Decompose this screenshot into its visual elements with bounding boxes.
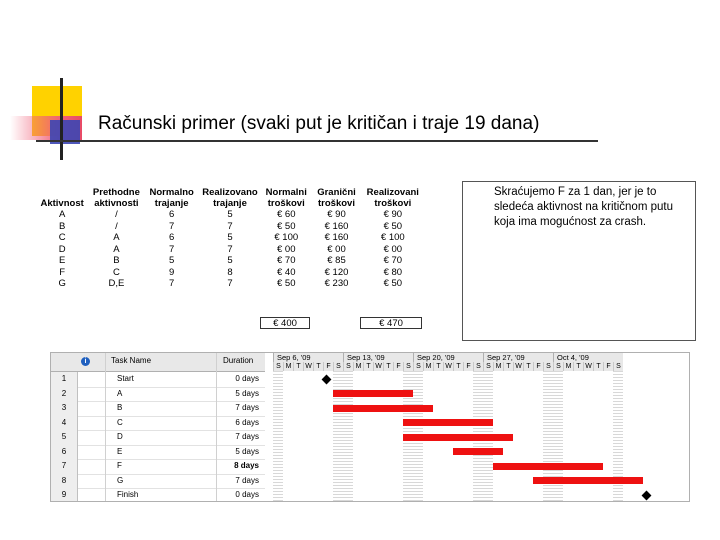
day-header: S: [403, 362, 413, 371]
task-name: C: [117, 417, 123, 427]
table-cell: G: [58, 278, 66, 290]
table-cell: D,E: [108, 278, 125, 290]
table-cell: € 90: [383, 209, 403, 221]
table-cell: € 50: [383, 278, 403, 290]
day-header: M: [493, 362, 503, 371]
day-header: W: [373, 362, 383, 371]
table-cell: € 00: [383, 243, 403, 255]
table-cell: B: [58, 220, 66, 232]
table-cell: 7: [169, 278, 175, 290]
day-header: F: [463, 362, 473, 371]
day-header: W: [443, 362, 453, 371]
task-name: F: [117, 461, 122, 470]
table-cell: € 100: [380, 232, 405, 244]
table-cell: € 90: [327, 209, 346, 221]
table-cell: € 100: [274, 232, 299, 244]
table-cell: /: [115, 209, 118, 221]
task-name: A: [117, 388, 123, 398]
table-cell: € 40: [277, 266, 296, 278]
gantt-row[interactable]: [51, 387, 265, 403]
task-bar[interactable]: [493, 463, 603, 470]
table-cell: € 50: [277, 220, 296, 232]
gantt-chart: [50, 352, 690, 502]
table-cell: 9: [169, 266, 175, 278]
task-duration: 8 days: [234, 461, 259, 470]
gantt-row[interactable]: [51, 430, 265, 446]
table-cell: B: [113, 255, 120, 267]
task-duration: 7 days: [235, 432, 259, 441]
table-cell: A: [113, 243, 120, 255]
logo-vertical-line: [60, 78, 63, 160]
table-cell: F: [59, 266, 66, 278]
row-id: 3: [51, 401, 78, 416]
table-cell: € 85: [327, 255, 346, 267]
gantt-row[interactable]: [51, 488, 265, 502]
day-header: T: [523, 362, 533, 371]
week-header: Sep 27, '09: [483, 353, 553, 362]
day-header: T: [383, 362, 393, 371]
table-cell: € 50: [277, 278, 296, 290]
column-divider: [216, 353, 217, 501]
total-normal-cost: € 400: [260, 317, 310, 329]
table-cell: € 60: [277, 209, 296, 221]
day-header: T: [593, 362, 603, 371]
weekend-shading: [273, 371, 283, 501]
table-cell: € 00: [327, 243, 346, 255]
gantt-row[interactable]: [51, 459, 265, 475]
day-header: T: [313, 362, 323, 371]
task-bar[interactable]: [403, 419, 493, 426]
table-cell: € 50: [383, 220, 403, 232]
col-header-normal-cost: Normalni troškovi: [265, 187, 307, 209]
cost-table: [36, 187, 424, 329]
gantt-timeline: [267, 353, 690, 501]
col-header-normal-duration: Normalno trajanje: [149, 187, 194, 209]
day-header: S: [543, 362, 553, 371]
table-cell: C: [58, 232, 66, 244]
day-header: S: [483, 362, 493, 371]
day-header: S: [273, 362, 283, 371]
day-header: F: [323, 362, 333, 371]
task-duration: 7 days: [235, 403, 259, 412]
slide-title: Računski primer (svaki put je kritičan i traje 19 dana): [98, 113, 540, 134]
day-header: F: [393, 362, 403, 371]
table-cell: E: [58, 255, 66, 267]
table-row: [36, 244, 424, 256]
week-header: Sep 20, '09: [413, 353, 483, 362]
row-id: 2: [51, 387, 78, 402]
day-header: T: [503, 362, 513, 371]
col-header-crash-cost: Granični troškovi: [317, 187, 356, 209]
task-duration: 0 days: [235, 374, 259, 383]
table-cell: 5: [227, 209, 233, 221]
week-header: Oct 4, '09: [553, 353, 623, 362]
table-cell: € 70: [383, 255, 403, 267]
table-cell: /: [115, 220, 118, 232]
day-header: S: [343, 362, 353, 371]
table-cell: € 70: [277, 255, 296, 267]
day-header: W: [583, 362, 593, 371]
table-cell: 6: [169, 232, 175, 244]
task-duration: 7 days: [235, 475, 259, 485]
note-text: Skraćujemo F za 1 dan, jer je to sledeća aktivnost na kritičnom putu koja ima mogućnost za crash.: [494, 186, 673, 228]
table-row: [36, 278, 424, 290]
day-header: F: [603, 362, 613, 371]
gantt-row[interactable]: [51, 474, 265, 490]
day-header: T: [573, 362, 583, 371]
table-row: [36, 255, 424, 267]
table-cell: A: [113, 232, 120, 244]
day-header: S: [613, 362, 623, 371]
row-id: 8: [51, 474, 78, 489]
week-header: Sep 13, '09: [343, 353, 413, 362]
row-id: 1: [51, 372, 78, 387]
column-divider: [105, 353, 106, 501]
day-header: M: [353, 362, 363, 371]
row-id: 9: [51, 488, 78, 502]
gantt-row[interactable]: [51, 401, 265, 417]
day-header: S: [473, 362, 483, 371]
day-header: T: [453, 362, 463, 371]
day-header: T: [433, 362, 443, 371]
task-duration: 0 days: [235, 490, 259, 499]
table-cell: € 230: [324, 278, 349, 290]
table-row: [36, 209, 424, 221]
table-cell: € 80: [383, 266, 403, 278]
total-realized-cost: € 470: [360, 317, 422, 329]
task-name: D: [117, 432, 123, 441]
day-header: S: [333, 362, 343, 371]
table-cell: D: [58, 243, 66, 255]
task-name: G: [117, 475, 124, 485]
task-name: Finish: [117, 490, 139, 499]
day-header: S: [553, 362, 563, 371]
milestone-marker[interactable]: [322, 374, 332, 384]
week-header: Sep 6, '09: [273, 353, 343, 362]
col-header-activity: Aktivnost: [40, 198, 84, 209]
day-header: S: [413, 362, 423, 371]
col-header-realized-cost: Realizovani troškovi: [366, 187, 419, 209]
col-header-predecessors: Prethodne aktivnosti: [92, 187, 140, 209]
table-cell: 7: [169, 243, 175, 255]
gantt-row[interactable]: [51, 372, 265, 388]
gantt-row[interactable]: [51, 416, 265, 432]
day-header: W: [513, 362, 523, 371]
title-underline: [36, 140, 598, 142]
day-header: F: [533, 362, 543, 371]
row-id: 5: [51, 430, 78, 445]
table-cell: C: [112, 266, 120, 278]
table-cell: A: [58, 209, 66, 221]
table-cell: € 160: [324, 220, 349, 232]
day-header: W: [303, 362, 313, 371]
task-bar[interactable]: [453, 448, 503, 455]
day-header: T: [363, 362, 373, 371]
table-cell: 7: [169, 220, 175, 232]
table-cell: 8: [227, 266, 233, 278]
table-cell: 6: [169, 209, 175, 221]
day-header: T: [293, 362, 303, 371]
table-cell: € 00: [277, 243, 296, 255]
task-duration: 5 days: [235, 388, 259, 398]
table-cell: € 160: [324, 232, 349, 244]
table-row: [36, 232, 424, 244]
day-header: M: [423, 362, 433, 371]
table-row: [36, 221, 424, 233]
task-name: Start: [117, 374, 134, 383]
col-duration[interactable]: Duration: [223, 356, 254, 365]
task-bar[interactable]: [333, 405, 433, 412]
col-task-name[interactable]: Task Name: [111, 356, 152, 365]
table-cell: 5: [227, 232, 233, 244]
gantt-task-grid: [51, 353, 265, 501]
task-duration: 5 days: [235, 446, 259, 456]
gantt-row[interactable]: [51, 445, 265, 461]
task-bar[interactable]: [403, 434, 513, 441]
table-cell: € 120: [324, 266, 349, 278]
table-cell: 5: [227, 255, 233, 267]
table-cell: 7: [227, 243, 233, 255]
table-cell: 5: [169, 255, 175, 267]
task-bar[interactable]: [533, 477, 643, 484]
table-cell: 7: [227, 220, 233, 232]
milestone-marker[interactable]: [642, 490, 652, 500]
row-id: 4: [51, 416, 78, 431]
day-header: M: [283, 362, 293, 371]
task-duration: 6 days: [235, 417, 259, 427]
task-bar[interactable]: [333, 390, 413, 397]
gantt-header: [51, 353, 265, 372]
table-cell: 7: [227, 278, 233, 290]
task-name: B: [117, 403, 123, 412]
day-header: M: [563, 362, 573, 371]
info-icon[interactable]: i: [81, 357, 90, 366]
row-id: 7: [51, 459, 78, 474]
table-row: [36, 267, 424, 279]
col-header-realized-duration: Realizovano trajanje: [202, 187, 258, 209]
row-id: 6: [51, 445, 78, 460]
task-name: E: [117, 446, 123, 456]
